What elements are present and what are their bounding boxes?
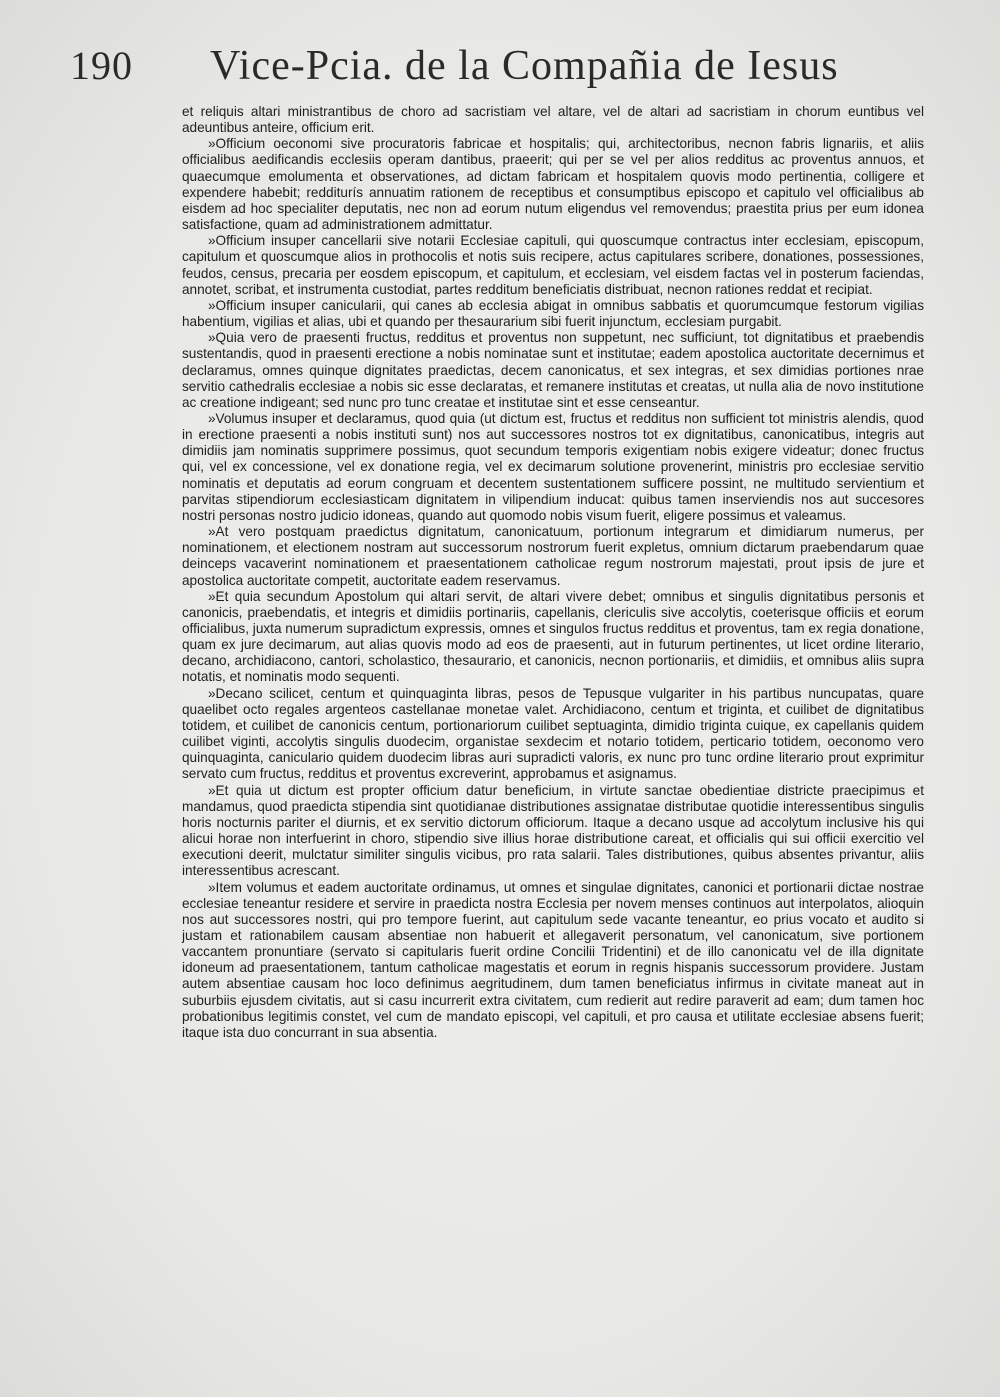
paragraph: »Officium insuper canicularii, qui canes ab ecclesia abigat in omnibus sabbatis et quorumcumque festorum vigilias habentium, vigilias et alias, ubi et quando per thesaurarium sibi fuerit injunctum, ecclesiam purgabit. bbox=[182, 297, 924, 330]
page-header bbox=[70, 30, 930, 110]
paragraph: »Officium oeconomi sive procuratoris fabricae et hospitalis; qui, architectoribus, necnon fabris lignariis, et aliis officialibus aedificandis ecclesiis operam dantibus, praeerit; qui per se vel per alios redditus ac proventus annuos, et quaecumque emolumenta et observationes, ad dictam fabricam et hospitalem quovis modo pertinentia, colligere et expendere habebit; redditurís annuatim rationem de receptibus et consumptibus episcopo et capitulo vel officialibus ab eisdem ad hoc specialiter deputatis, nec non ad eorum nutum eligendus vel removendus; praestita prius per eum idonea satisfactione, quam ad administrationem admittatur. bbox=[182, 136, 924, 233]
paragraph: »Et quia secundum Apostolum qui altari servit, de altari vivere debet; omnibus et singulis dignitatibus personis et canonicis, praebendatis, et integris et dimidiis portinariis, capellanis, clericulis sive accolytis, coeterisque officiis et eorum officialibus, juxta numerum supradictum expressis, omnes et singulos fructus redditus et proventus, tam ex regia donatione, quam ex jure decimarum, aut alias quovis modo ad eos de praesenti, aut in futurum pertinentes, ut licet ordine literario, decano, archidiacono, cantori, scholastico, thesaurario, et canonicis, necnon portionariis, et dimidiis, et omnibus aliis supra notatis, et nominatis modo sequenti. bbox=[182, 588, 924, 685]
body-text bbox=[182, 104, 924, 1041]
paragraph: »Officium insuper cancellarii sive notarii Ecclesiae capituli, qui quoscumque contractus inter ecclesiam, episcopum, capitulum et quoscumque alios in prothocolis et notis suis recipere, actus capitulares scribere, donationes, possessiones, feudos, census, precaria per eosdem episcopum, et capitulum, et ecclesiam, vel eisdem factas vel in posterum faciendas, annotet, scribat, et instrumenta custodiat, partes redditum beneficiatis distribuat, necnon rationes reddat et recipiat. bbox=[182, 233, 924, 297]
paragraph: et reliquis altari ministrantibus de choro ad sacristiam vel altare, vel de altari ad sacristiam in chorum euntibus vel adeuntibus anteire, officium erit. bbox=[182, 104, 924, 136]
paragraph: »Quia vero de praesenti fructus, redditus et proventus non suppetunt, nec sufficiunt, tot dignitatibus et praebendis sustentandis, quod in praesenti erectione a nobis nominatae sunt et institutae; eadem apostolica auctoritate decernimus et declaramus, omnes quinque dignitates praedictas, decem canonicatus, et sex integras, et sex dimidias portiones nrae servitio cathedralis ecclesiae a nobis sic esse declaratas, et remanere institutas et creatas, ut nulla alia de novo institutione ac creatione indigeant; sed nunc pro tunc creatae et institutae sint et esse censeantur. bbox=[182, 330, 924, 410]
running-title: Vice-Pcia. de la Compañia de Iesus bbox=[210, 43, 839, 89]
paragraph: »At vero postquam praedictus dignitatum, canonicatuum, portionum integrarum et dimidiarum numerus, per nominationem, et electionem nostram aut successorum nostrorum fuerit expletus, omnium dictarum praebendarum quae deinceps vacaverint nominationem et praesentationem catholicae regum nostrorum majestati, prout ipsis de jure et apostolica auctoritate competit, auctoritate eadem reservamus. bbox=[182, 524, 924, 588]
page-number: 190 bbox=[70, 43, 133, 88]
paragraph: »Volumus insuper et declaramus, quod quia (ut dictum est, fructus et redditus non sufficient tot ministris alendis, quod in erectione praesenti a nobis instituti sunt) nos aut successores nostros tot ex dignitatibus, canonicatibus, integris aut dimidiis jam nominatis supprimere possimus, quot secundum temporis exigentiam nobis exigere videatur; donec fructus qui, vel ex concessione, vel ex donatione regia, vel ex decimarum solutione provenerint, ministris pro ecclesiae servitio nominatis et deputatis ad eorum congruam et decentem sustentationem sufficere possint, ne multitudo servientium et parvitas stipendiorum ecclesiasticam dignitatem in vilipendium inducat: quibus tamen inserviendis nos aut succesores nostri personas nostro judicio idoneas, quando aut quomodo nobis visum fuerit, eligere possimus et valeamus. bbox=[182, 410, 924, 523]
paragraph: »Et quia ut dictum est propter officium datur beneficium, in virtute sanctae obedientiae districte praecipimus et mandamus, quod praedicta stipendia sint quotidianae distributiones assignatae distributae quotidie interessentibus singulis horis nocturnis pariter el diurnis, et ex servitio dictorum officiorum. Itaque a decano usque ad accolytum inclusive his qui alicui horae non interfuerint in choro, stipendio sive illius horae distributione careat, et officialis qui sui officii exercitio vel executioni deerit, mulctatur similiter singulis vicibus, pro rata salarii. Tales distributiones, quibus absentes privantur, aliis interessentibus acrescant. bbox=[182, 782, 924, 879]
paragraph: »Item volumus et eadem auctoritate ordinamus, ut omnes et singulae dignitates, canonici et portionarii dictae nostrae ecclesiae teneantur residere et servire in praedicta nostra Ecclesia per novem menses continuos aut interpolatos, alioquin nos aut successores nostri, qui pro tempore fuerint, aut capitulum sede vacante teneantur, eo prius vocato et audito si justam et rationabilem causam absentiae non habuerit et allegaverit personatum, vel canonicatum, sive portionem vaccantem pronuntiare (servato si capitularis fuerit ordine Concilii Tridentini) et de illo canonicatu vel de illa dignitate idoneum ad praesentationem, tantum catholicae magestatis et eorum in regnis hispanis successorum providere. Justam autem absentiae causam hoc loco definimus aegritudinem, dum tamen beneficiatus infirmus in civitate maneat aut in suburbiis ejusdem civitatis, aut si casu incurrerit extra civitatem, cum redierit aut redire paraverit ad eam; dum tamen hoc probationibus legitimis constet, vel cum de mandato episcopi, vel capituli, et pro causa et utilitate ecclesiae absens fuerit; itaque ista duo concurrant in sua absentia. bbox=[182, 879, 924, 1040]
paragraph: »Decano scilicet, centum et quinquaginta libras, pesos de Tepusque vulgariter in his partibus nuncupatas, quare quaelibet octo regales argenteos castellanae monetae valet. Archidiacono, centum et triginta, et cuilibet de dignitatibus totidem, et cuilibet de canonicis centum, portionariorum cuilibet septuaginta, dimidio triginta cuique, ex capellanis quidem cuilibet viginti, accolytis singulis duodecim, organistae sexdecim et notario totidem, perticario totidem, oeconomo vero quinquaginta, caniculario quidem duodecim libras auri supradicti valoris, ex nunc pro tunc ordine literario prout exprimitur servato cum fructus, redditus et proventus excreverint, approbamus et asignamus. bbox=[182, 685, 924, 782]
